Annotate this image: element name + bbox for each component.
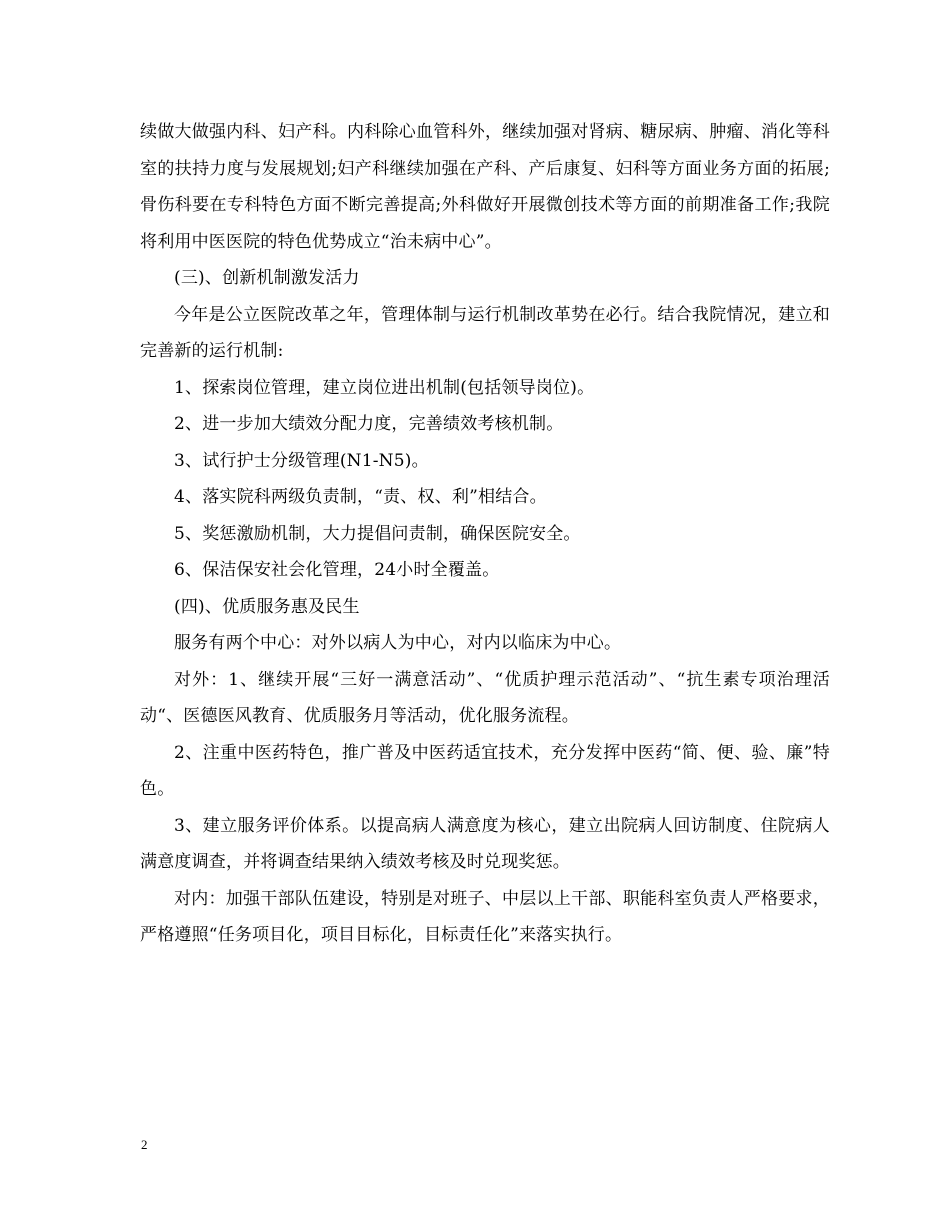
paragraph-two-centers: 服务有两个中心：对外以病人为中心，对内以临床为中心。 bbox=[174, 633, 622, 653]
list-item-responsibility: 4、落实院科两级负责制，“责、权、利”相结合。 bbox=[174, 487, 547, 507]
paragraph-continued-departments: 续做大做强内科、妇产科。内科除心血管科外，继续加强对肾病、糖尿病、肿瘤、消化等科室的扶持力度与发展规划;妇产科继续加强在产科、产后康复、妇科等方面业务方面的拓展;骨伤科要在专科特色方面不断完善提高;外科做好开展微创技术等方面的前期准备工作;我院将利用中医医院的特色优势成立“治未病中心”。 bbox=[140, 122, 830, 252]
paragraph-tcm-features: 2、注重中医药特色，推广普及中医药适宜技术，充分发挥中医药“简、便、验、廉”特色。 bbox=[140, 742, 830, 799]
list-item-nurse-grading: 3、试行护士分级管理(N1-N5)。 bbox=[174, 450, 429, 471]
list-item-post-management: 1、探索岗位管理，建立岗位进出机制(包括领导岗位)。 bbox=[174, 377, 595, 398]
paragraph-evaluation-system: 3、建立服务评价体系。以提高病人满意度为核心，建立出院病人回访制度、住院病人满意度调查，并将调查结果纳入绩效考核及时兑现奖惩。 bbox=[140, 815, 830, 872]
paragraph-internal-management: 对内：加强干部队伍建设，特别是对班子、中层以上干部、职能科室负责人严格要求，严格遵照“任务项目化，项目目标化，目标责任化”来落实执行。 bbox=[140, 888, 830, 945]
paragraph-reform-intro: 今年是公立医院改革之年，管理体制与运行机制改革势在必行。结合我院情况，建立和完善新的运行机制: bbox=[140, 304, 830, 361]
list-item-performance: 2、进一步加大绩效分配力度，完善绩效考核机制。 bbox=[174, 414, 564, 434]
section-heading-innovation: (三)、创新机制激发活力 bbox=[174, 268, 360, 288]
document-body bbox=[140, 114, 830, 954]
section-heading-quality-service: (四)、优质服务惠及民生 bbox=[174, 596, 360, 617]
list-item-cleaning-security: 6、保洁保安社会化管理，24小时全覆盖。 bbox=[174, 560, 500, 580]
paragraph-external-activities: 对外：1、继续开展“三好一满意活动”、“优质护理示范活动”、“抗生素专项治理活动“、医德医风教育、优质服务月等活动，优化服务流程。 bbox=[140, 669, 830, 726]
page-number: 2 bbox=[141, 1137, 148, 1152]
list-item-incentives: 5、奖惩激励机制，大力提倡问责制，确保医院安全。 bbox=[174, 523, 581, 544]
